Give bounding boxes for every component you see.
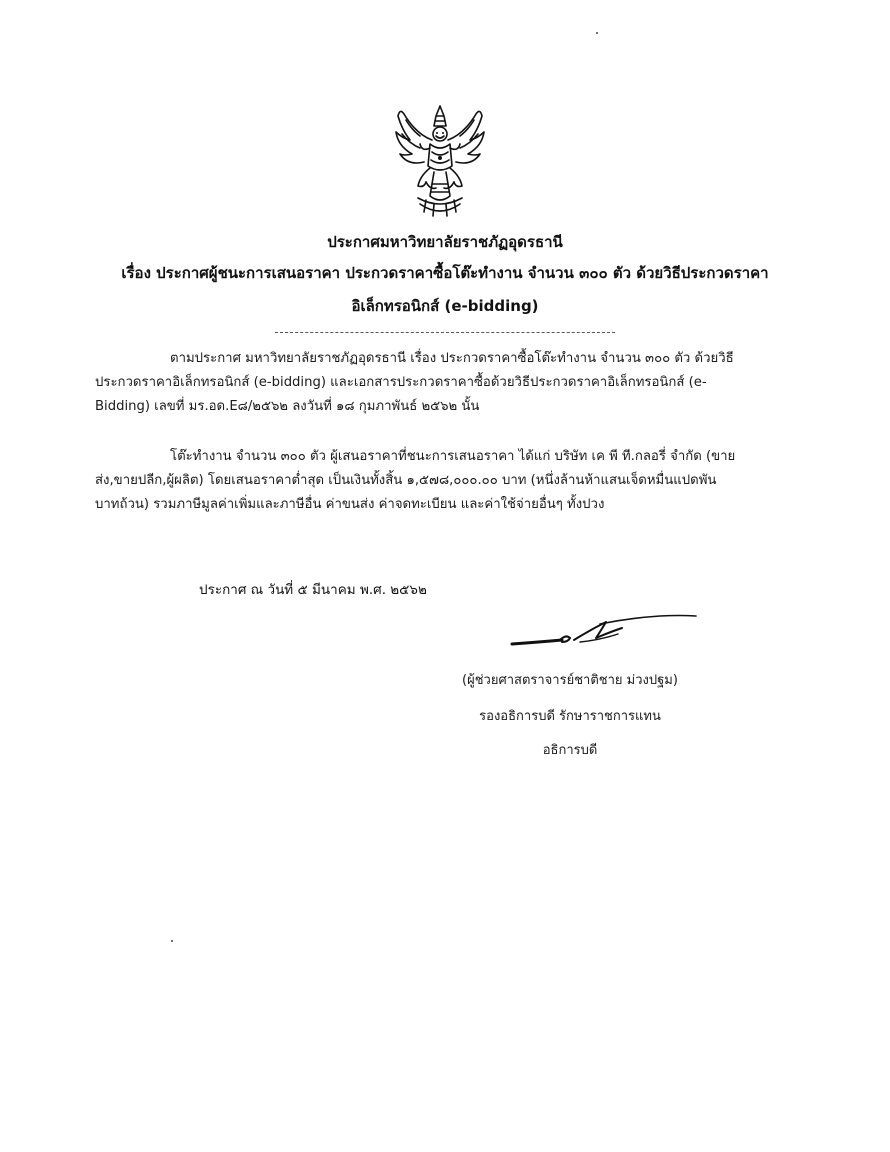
announcement-date: ประกาศ ณ วันที่ ๕ มีนาคม พ.ศ. ๒๕๖๒	[199, 582, 427, 598]
signer-name: (ผู้ช่วยศาสตราจารย์ชาติชาย ม่วงปฐม)	[462, 673, 678, 688]
scan-speck	[596, 32, 598, 34]
handwritten-signature	[510, 610, 700, 655]
body-paragraph-2	[95, 445, 795, 517]
paragraph-2-line-2: ส่ง,ขายปลีก,ผู้ผลิต) โดยเสนอราคาต่ำสุด เป็นเงินทั้งสิ้น ๑,๕๗๘,๐๐๐.๐๐ บาท (หนึ่งล้านห้าแสนเจ็ดหมื่นแปดพัน	[95, 473, 717, 488]
paragraph-1-line-3: Bidding) เลขที่ มร.อด.E๘/๒๕๖๒ ลงวันที่ ๑๘ กุมภาพันธ์ ๒๕๖๒ นั้น	[95, 399, 480, 414]
paragraph-1-line-1: ตามประกาศ มหาวิทยาลัยราชภัฏอุดรธานี เรื่อง ประกวดราคาซื้อโต๊ะทำงาน จำนวน ๓๐๐ ตัว ด้วยวิธี	[170, 351, 734, 366]
announcement-subject-cont: อิเล็กทรอนิกส์ (e-bidding)	[351, 297, 539, 315]
announcement-subject: เรื่อง ประกาศผู้ชนะการเสนอราคา ประกวดราคาซื้อโต๊ะทำงาน จำนวน ๓๐๐ ตัว ด้วยวิธีประกวดราคา	[121, 264, 769, 282]
garuda-emblem	[390, 100, 490, 222]
signer-title: อธิการบดี	[542, 743, 598, 758]
dashed-divider	[275, 332, 615, 333]
paragraph-1-line-2: ประกวดราคาอิเล็กทรอนิกส์ (e-bidding) และเอกสารประกวดราคาซื้อด้วยวิธีประกวดราคาอิเล็กทรอนิกส์ (e-	[95, 375, 707, 390]
paragraph-2-line-3: บาทถ้วน) รวมภาษีมูลค่าเพิ่มและภาษีอื่น ค่าขนส่ง ค่าจดทะเบียน และค่าใช้จ่ายอื่นๆ ทั้งปวง	[95, 497, 605, 512]
body-paragraph-1	[95, 347, 795, 419]
signer-position: รองอธิการบดี รักษาราชการแทน	[479, 709, 661, 724]
scan-speck	[171, 940, 173, 942]
paragraph-2-line-1: โต๊ะทำงาน จำนวน ๓๐๐ ตัว ผู้เสนอราคาที่ชนะการเสนอราคา ได้แก่ บริษัท เค พี ที.กลอรี่ จำกัด (ขาย	[170, 449, 736, 464]
announcement-title: ประกาศมหาวิทยาลัยราชภัฏอุดรธานี	[327, 233, 563, 251]
